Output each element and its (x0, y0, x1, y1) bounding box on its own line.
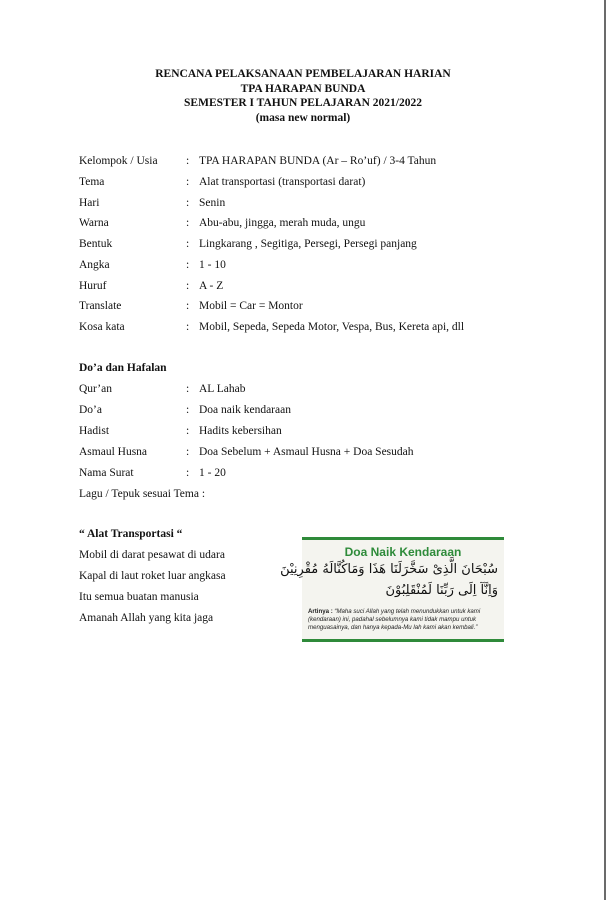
header-line-1: RENCANA PELAKSANAAN PEMBELAJARAN HARIAN (155, 68, 451, 80)
doa-value: 1 - 20 (199, 467, 226, 479)
doa-label: Nama Surat (79, 467, 134, 479)
document-header (0, 67, 606, 125)
info-colon: : (186, 300, 190, 312)
info-value: Mobil, Sepeda, Sepeda Motor, Vespa, Bus, Kereta api, dll (199, 321, 465, 333)
info-value: Lingkarang , Segitiga, Persegi, Persegi panjang (199, 238, 417, 250)
doa-colon: : (186, 383, 190, 395)
doa-section-title: Do’a dan Hafalan (79, 362, 167, 374)
info-value: TPA HARAPAN BUNDA (Ar – Ro’uf) / 3-4 Tahun (199, 155, 437, 167)
info-label: Translate (79, 300, 122, 312)
info-colon: : (186, 155, 190, 167)
info-value: Senin (199, 197, 226, 209)
song-line: Mobil di darat pesawat di udara (79, 549, 225, 561)
doa-card-title: Doa Naik Kendaraan (344, 545, 462, 559)
doa-value: Doa Sebelum + Asmaul Husna + Doa Sesudah (199, 446, 414, 458)
info-colon: : (186, 259, 190, 271)
info-value: A - Z (199, 280, 224, 292)
doa-colon: : (186, 425, 190, 437)
info-colon: : (186, 217, 190, 229)
info-colon: : (186, 176, 190, 188)
doa-naik-kendaraan-card (280, 537, 504, 642)
doa-value: Doa naik kendaraan (199, 404, 291, 416)
doa-colon: : (186, 467, 190, 479)
info-label: Kelompok / Usia (79, 155, 158, 167)
info-label: Huruf (79, 280, 107, 292)
info-colon: : (186, 197, 190, 209)
info-label: Hari (79, 197, 100, 209)
info-value: Abu-abu, jingga, merah muda, ungu (199, 217, 366, 229)
header-line-3: SEMESTER I TAHUN PELAJARAN 2021/2022 (184, 97, 422, 109)
doa-translation (308, 608, 498, 632)
lagu-tepuk-line: Lagu / Tepuk sesuai Tema : (79, 488, 206, 500)
info-label: Warna (79, 217, 109, 229)
doa-colon: : (186, 446, 190, 458)
doa-value: Hadits kebersihan (199, 425, 282, 437)
doa-translation-label: Artinya : (308, 608, 333, 615)
doa-colon: : (186, 404, 190, 416)
song-title: “ Alat Transportasi “ (79, 528, 183, 540)
song-line: Amanah Allah yang kita jaga (79, 612, 214, 624)
info-label: Tema (79, 176, 105, 188)
info-label: Kosa kata (79, 321, 125, 333)
doa-translation-text: “Maha suci Allah yang telah menundukkan untuk kami (kendaraan) ini, padahal sebelumnya kami tidak mampu untuk menguasainya, dan hanya kepada-Mu lah kami akan kembali.” (308, 608, 481, 631)
info-label: Angka (79, 259, 110, 271)
header-line-2: TPA HARAPAN BUNDA (240, 82, 366, 95)
song-line: Itu semua buatan manusia (79, 591, 199, 603)
doa-arabic-line: سُبْحَانَ الَّذِىْ سَخَّرَلَنَا هَذَا وَمَاكُنَّالَهُ مُقْرِنِيْنَ (280, 562, 498, 577)
doa-label: Do’a (79, 404, 102, 416)
doa-label: Hadist (79, 425, 110, 437)
info-colon: : (186, 238, 190, 250)
doa-label: Qur’an (79, 383, 112, 395)
info-value: 1 - 10 (199, 259, 226, 271)
info-colon: : (186, 280, 190, 292)
info-label: Bentuk (79, 238, 113, 250)
info-value: Alat transportasi (transportasi darat) (199, 176, 366, 188)
doa-arabic-line: وَاِنَّآ اِلَى رَبِّنَا لَمُنْقَلِبُوْنَ (385, 583, 498, 598)
info-value: Mobil = Car = Montor (199, 300, 303, 312)
info-colon: : (186, 321, 190, 333)
doa-label: Asmaul Husna (79, 446, 148, 458)
song-line: Kapal di laut roket luar angkasa (79, 570, 226, 582)
doa-value: AL Lahab (199, 383, 246, 395)
header-line-4: (masa new normal) (255, 111, 351, 124)
